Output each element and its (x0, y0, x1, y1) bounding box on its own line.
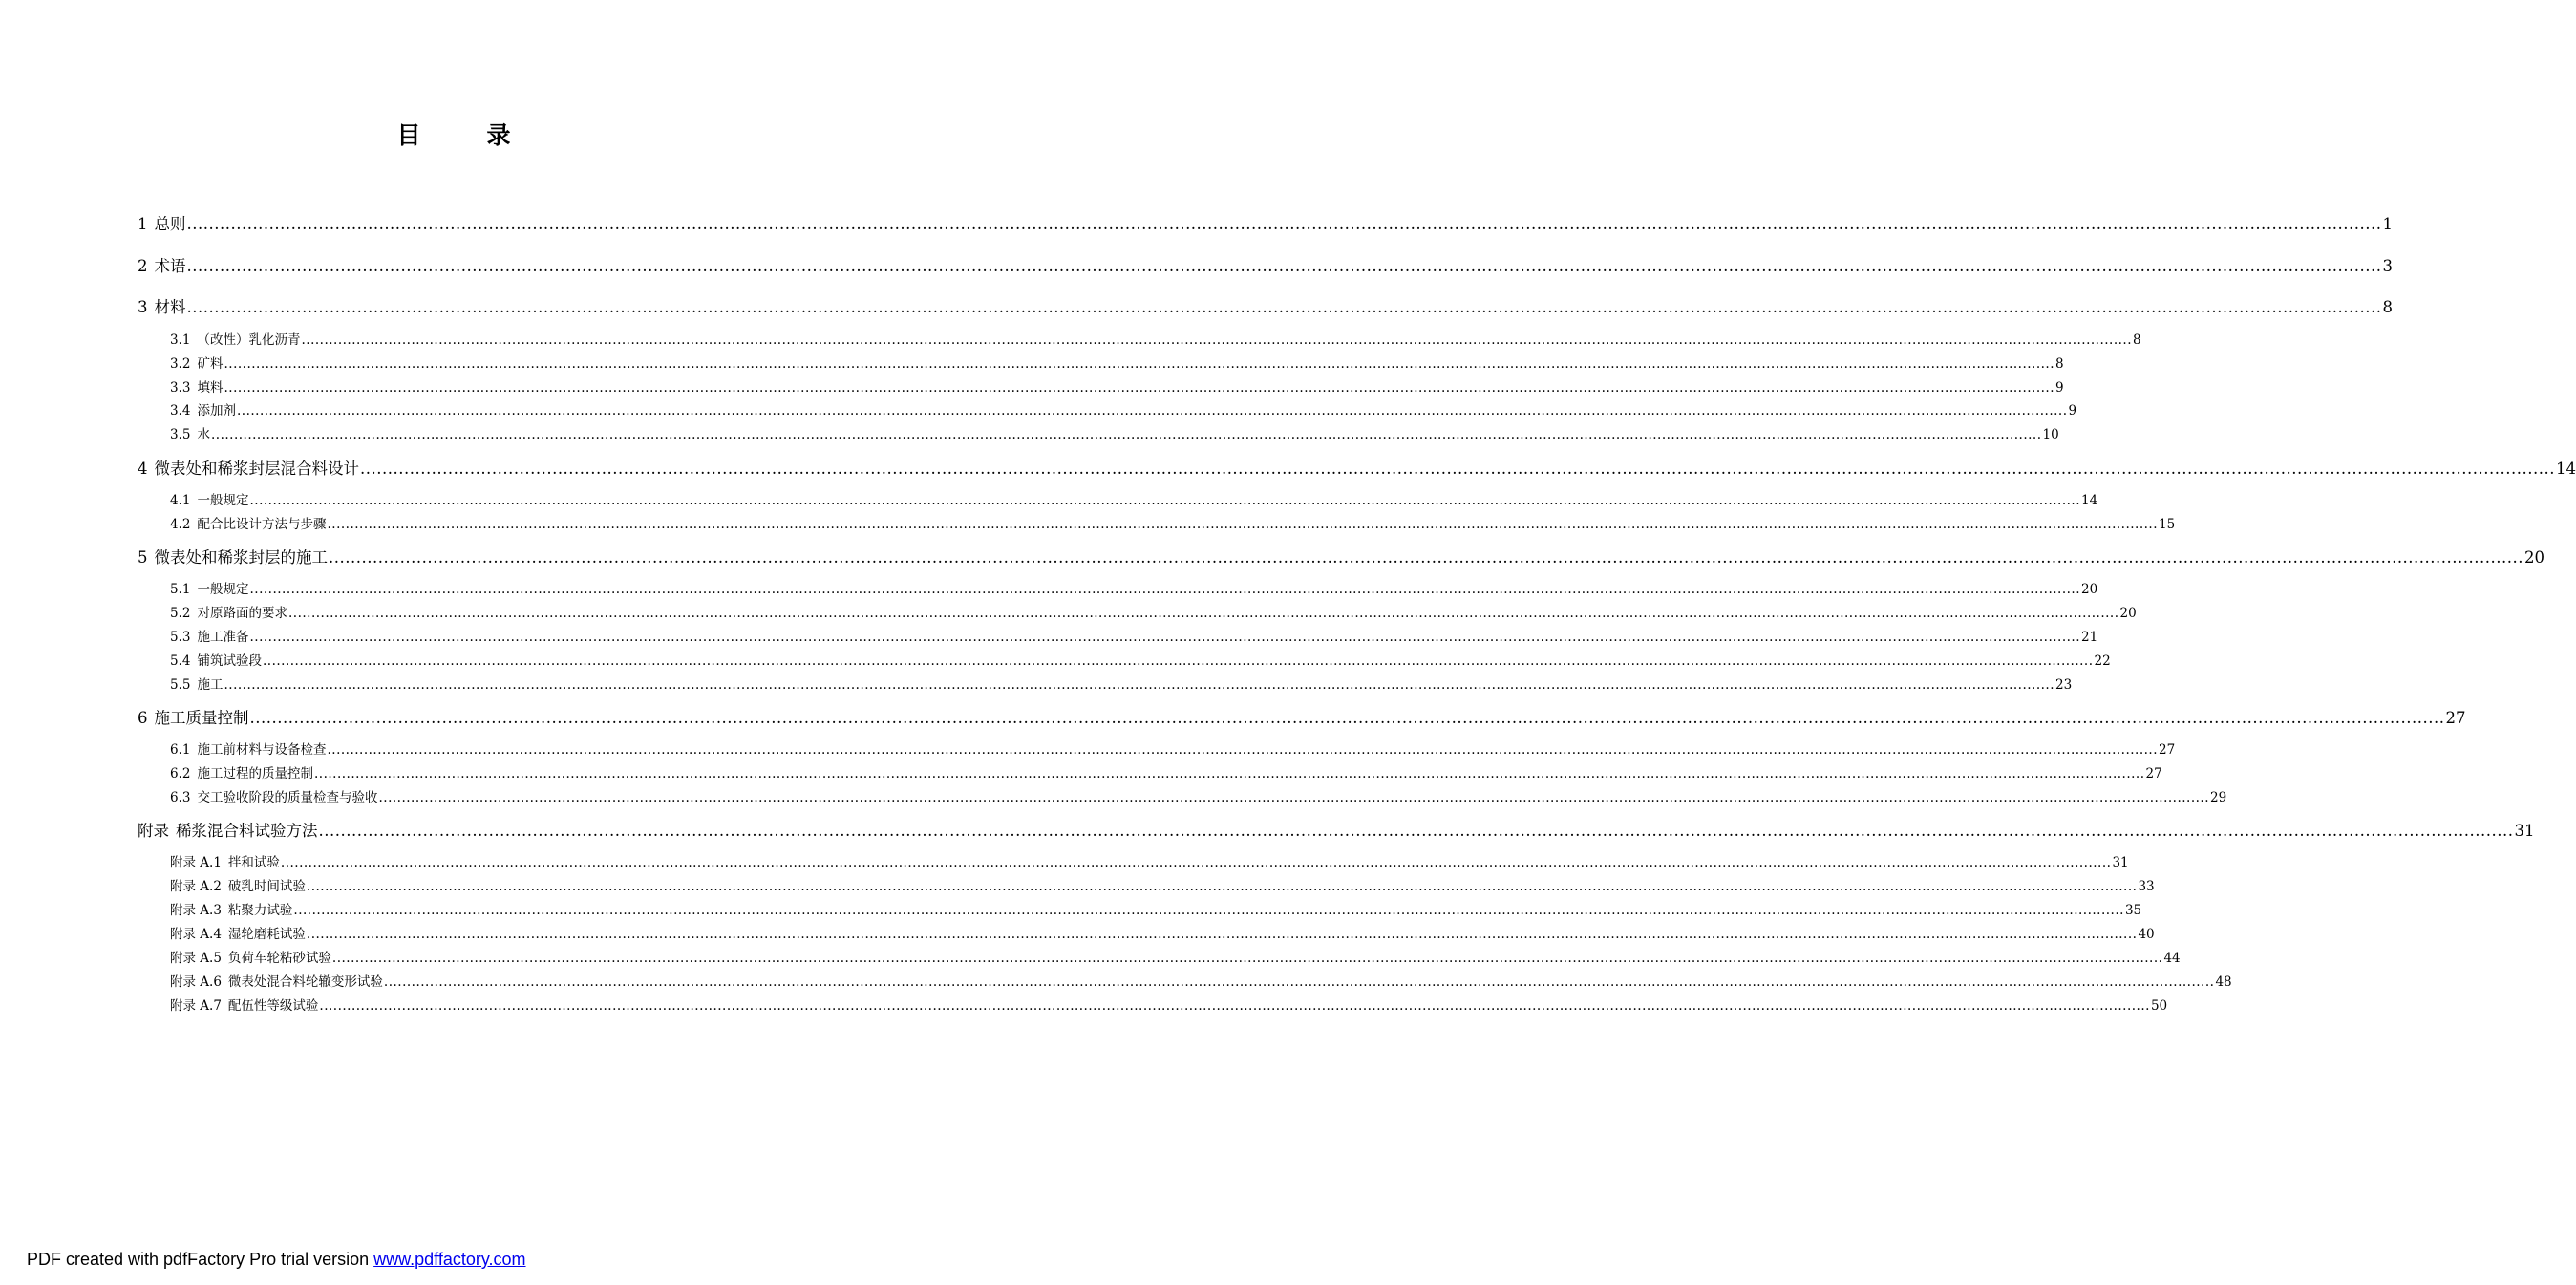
toc-entry-title: 术语 (154, 257, 186, 275)
toc-dot-leader: ................................................................................................................................................................................................................................................................................................................................................................................................................ (301, 332, 2132, 348)
toc-dot-leader: ................................................................................................................................................................................................................................................................................................................................................................................................................ (306, 927, 2138, 942)
toc-dot-leader: ................................................................................................................................................................................................................................................................................................................................................................................................................ (186, 215, 2382, 233)
toc-dot-leader: ................................................................................................................................................................................................................................................................................................................................................................................................................ (327, 517, 2158, 532)
toc-entry-number: 附录 A.1 (170, 855, 222, 870)
toc-section-entry[interactable] (170, 875, 2155, 894)
toc-entry-page: 20 (2081, 582, 2098, 597)
toc-entry-number: 5.1 (170, 582, 191, 597)
toc-entry-number: 6 (138, 709, 148, 727)
toc-entry-number: 1 (138, 215, 148, 233)
toc-entry-title: 添加剂 (197, 403, 236, 418)
toc-dot-leader: ................................................................................................................................................................................................................................................................................................................................................................................................................ (329, 548, 2523, 567)
toc-entry-page: 22 (2094, 653, 2111, 669)
toc-section-entry[interactable] (170, 674, 2073, 693)
toc-section-entry[interactable] (170, 329, 2141, 348)
toc-dot-leader: ................................................................................................................................................................................................................................................................................................................................................................................................................ (318, 822, 2514, 840)
toc-entry-number: 4.1 (170, 493, 191, 508)
page-title: 目 录 (396, 121, 532, 149)
toc-dot-leader: ................................................................................................................................................................................................................................................................................................................................................................................................................ (360, 460, 2555, 478)
toc-entry-title: 施工质量控制 (154, 709, 249, 727)
toc-entry-title: 湿轮磨耗试验 (227, 927, 306, 942)
toc-entry-number: 附录 A.2 (170, 879, 222, 894)
toc-chapter-entry[interactable] (138, 253, 2393, 275)
footer-link[interactable]: www.pdffactory.com (373, 1250, 526, 1269)
toc-dot-leader: ................................................................................................................................................................................................................................................................................................................................................................................................................ (249, 493, 2080, 508)
toc-entry-number: 附录 A.3 (170, 903, 222, 918)
toc-dot-leader: ................................................................................................................................................................................................................................................................................................................................................................................................................ (224, 356, 2054, 372)
toc-entry-title: 材料 (154, 298, 186, 316)
toc-entry-number: 3.3 (170, 380, 191, 396)
toc-entry-page: 31 (2112, 855, 2129, 870)
toc-entry-title: 稀浆混合料试验方法 (176, 822, 318, 840)
toc-section-entry[interactable] (170, 353, 2064, 372)
toc-entry-title: 施工 (197, 677, 224, 693)
toc-dot-leader: ................................................................................................................................................................................................................................................................................................................................................................................................................ (249, 709, 2445, 727)
toc-section-entry[interactable] (170, 602, 2137, 621)
toc-entry-page: 21 (2081, 630, 2098, 645)
toc-dot-leader: ................................................................................................................................................................................................................................................................................................................................................................................................................ (186, 257, 2382, 275)
toc-section-entry[interactable] (170, 899, 2142, 918)
toc-chapter-entry[interactable] (138, 456, 2576, 478)
toc-entry-number: 附录 (138, 822, 169, 840)
toc-section-entry[interactable] (170, 650, 2111, 669)
toc-entry-number: 附录 A.7 (170, 998, 222, 1014)
toc-entry-title: 负荷车轮粘砂试验 (227, 951, 331, 966)
toc-entry-title: 对原路面的要求 (197, 606, 287, 621)
toc-section-entry[interactable] (170, 923, 2155, 942)
toc-dot-leader: ................................................................................................................................................................................................................................................................................................................................................................................................................ (293, 903, 2124, 918)
toc-section-entry[interactable] (170, 376, 2064, 396)
toc-entry-title: 拌和试验 (227, 855, 280, 870)
toc-entry-page: 44 (2163, 951, 2181, 966)
toc-entry-page: 20 (2119, 606, 2137, 621)
toc-entry-number: 3.4 (170, 403, 191, 418)
toc-entry-title: 交工验收阶段的质量检查与验收 (197, 790, 378, 805)
toc-entry-number: 3.1 (170, 332, 191, 348)
toc-section-entry[interactable] (170, 423, 2059, 442)
toc-entry-title: 配伍性等级试验 (227, 998, 319, 1014)
toc-entry-title: （改性）乳化沥青 (197, 332, 301, 348)
toc-entry-number: 6.1 (170, 742, 191, 758)
toc-entry-number: 5.2 (170, 606, 191, 621)
toc-section-entry[interactable] (170, 947, 2181, 966)
toc-entry-page: 14 (2555, 460, 2576, 478)
toc-dot-leader: ................................................................................................................................................................................................................................................................................................................................................................................................................ (287, 606, 2119, 621)
toc-entry-number: 5 (138, 548, 148, 567)
toc-entry-title: 粘聚力试验 (227, 903, 293, 918)
toc-entry-number: 3 (138, 298, 148, 316)
toc-section-entry[interactable] (170, 786, 2227, 805)
toc-entry-page: 50 (2150, 998, 2168, 1014)
toc-entry-number: 附录 A.4 (170, 927, 222, 942)
toc-chapter-entry[interactable] (138, 818, 2535, 840)
toc-dot-leader: ................................................................................................................................................................................................................................................................................................................................................................................................................ (280, 855, 2112, 870)
pdf-footer (27, 1250, 526, 1270)
toc-section-entry[interactable] (170, 762, 2162, 782)
toc-entry-title: 施工过程的质量控制 (197, 766, 313, 782)
toc-entry-page: 27 (2159, 742, 2176, 758)
toc-entry-number: 3.5 (170, 427, 191, 442)
toc-dot-leader: ................................................................................................................................................................................................................................................................................................................................................................................................................ (236, 403, 2068, 418)
toc-entry-page: 8 (2133, 332, 2141, 348)
toc-entry-title: 水 (197, 427, 210, 442)
footer-text: PDF created with pdfFactory Pro trial version (27, 1250, 374, 1269)
toc-entry-number: 4 (138, 460, 148, 478)
toc-entry-page: 27 (2445, 709, 2466, 727)
toc-section-entry[interactable] (170, 851, 2129, 870)
toc-entry-title: 微表处混合料轮辙变形试验 (227, 974, 383, 990)
toc-entry-page: 8 (2382, 298, 2393, 316)
toc-section-entry[interactable] (170, 971, 2232, 990)
toc-dot-leader: ................................................................................................................................................................................................................................................................................................................................................................................................................ (262, 653, 2094, 669)
toc-dot-leader: ................................................................................................................................................................................................................................................................................................................................................................................................................ (383, 974, 2215, 990)
toc-entry-number: 5.4 (170, 653, 191, 669)
toc-entry-page: 10 (2042, 427, 2059, 442)
toc-dot-leader: ................................................................................................................................................................................................................................................................................................................................................................................................................ (224, 677, 2054, 693)
toc-dot-leader: ................................................................................................................................................................................................................................................................................................................................................................................................................ (249, 630, 2080, 645)
toc-dot-leader: ................................................................................................................................................................................................................................................................................................................................................................................................................ (249, 582, 2080, 597)
toc-entry-number: 6.3 (170, 790, 191, 805)
toc-dot-leader: ................................................................................................................................................................................................................................................................................................................................................................................................................ (306, 879, 2138, 894)
toc-section-entry[interactable] (170, 739, 2176, 758)
toc-dot-leader: ................................................................................................................................................................................................................................................................................................................................................................................................................ (319, 998, 2150, 1014)
toc-entry-number: 6.2 (170, 766, 191, 782)
toc-entry-title: 配合比设计方法与步骤 (197, 517, 327, 532)
toc-entry-number: 5.3 (170, 630, 191, 645)
toc-chapter-entry[interactable] (138, 294, 2393, 316)
toc-entry-page: 29 (2210, 790, 2227, 805)
toc-entry-page: 20 (2523, 548, 2544, 567)
toc-dot-leader: ................................................................................................................................................................................................................................................................................................................................................................................................................ (331, 951, 2163, 966)
toc-section-entry[interactable] (170, 578, 2098, 597)
toc-entry-title: 破乳时间试验 (227, 879, 306, 894)
toc-entry-page: 15 (2159, 517, 2176, 532)
toc-dot-leader: ................................................................................................................................................................................................................................................................................................................................................................................................................ (313, 766, 2145, 782)
toc-entry-number: 4.2 (170, 517, 191, 532)
toc-entry-page: 1 (2382, 215, 2393, 233)
toc-dot-leader: ................................................................................................................................................................................................................................................................................................................................................................................................................ (327, 742, 2158, 758)
toc-entry-page: 14 (2081, 493, 2098, 508)
toc-entry-page: 31 (2514, 822, 2535, 840)
toc-entry-title: 微表处和稀浆封层混合料设计 (154, 460, 359, 478)
toc-entry-number: 附录 A.5 (170, 951, 222, 966)
toc-entry-title: 填料 (197, 380, 224, 396)
toc-entry-page: 23 (2055, 677, 2073, 693)
toc-entry-page: 33 (2138, 879, 2155, 894)
toc-entry-title: 施工准备 (197, 630, 249, 645)
toc-entry-title: 施工前材料与设备检查 (197, 742, 327, 758)
toc-entry-page: 3 (2382, 257, 2393, 275)
toc-dot-leader: ................................................................................................................................................................................................................................................................................................................................................................................................................ (378, 790, 2209, 805)
toc-section-entry[interactable] (170, 513, 2176, 532)
toc-entry-page: 9 (2055, 380, 2064, 396)
toc-entry-page: 35 (2124, 903, 2142, 918)
toc-entry-page: 40 (2138, 927, 2155, 942)
toc-entry-number: 2 (138, 257, 148, 275)
toc-entry-title: 微表处和稀浆封层的施工 (154, 548, 328, 567)
toc-section-entry[interactable] (170, 626, 2098, 645)
toc-dot-leader: ................................................................................................................................................................................................................................................................................................................................................................................................................ (186, 298, 2382, 316)
toc-entry-number: 5.5 (170, 677, 191, 693)
toc-entry-page: 8 (2055, 356, 2064, 372)
toc-entry-title: 一般规定 (197, 493, 249, 508)
toc-entry-page: 48 (2215, 974, 2232, 990)
toc-chapter-entry[interactable] (138, 211, 2393, 233)
toc-section-entry[interactable] (170, 399, 2077, 418)
toc-chapter-entry[interactable] (138, 545, 2544, 567)
toc-section-entry[interactable] (170, 995, 2168, 1014)
toc-chapter-entry[interactable] (138, 705, 2466, 727)
toc-entry-title: 总则 (154, 215, 186, 233)
toc-entry-title: 铺筑试验段 (197, 653, 262, 669)
toc-entry-title: 矿料 (197, 356, 224, 372)
toc-dot-leader: ................................................................................................................................................................................................................................................................................................................................................................................................................ (224, 380, 2054, 396)
toc-entry-page: 27 (2145, 766, 2162, 782)
toc-entry-number: 附录 A.6 (170, 974, 222, 990)
toc-entry-page: 9 (2068, 403, 2077, 418)
toc-entry-title: 一般规定 (197, 582, 249, 597)
toc-dot-leader: ................................................................................................................................................................................................................................................................................................................................................................................................................ (210, 427, 2042, 442)
toc-entry-number: 3.2 (170, 356, 191, 372)
toc-section-entry[interactable] (170, 489, 2098, 508)
